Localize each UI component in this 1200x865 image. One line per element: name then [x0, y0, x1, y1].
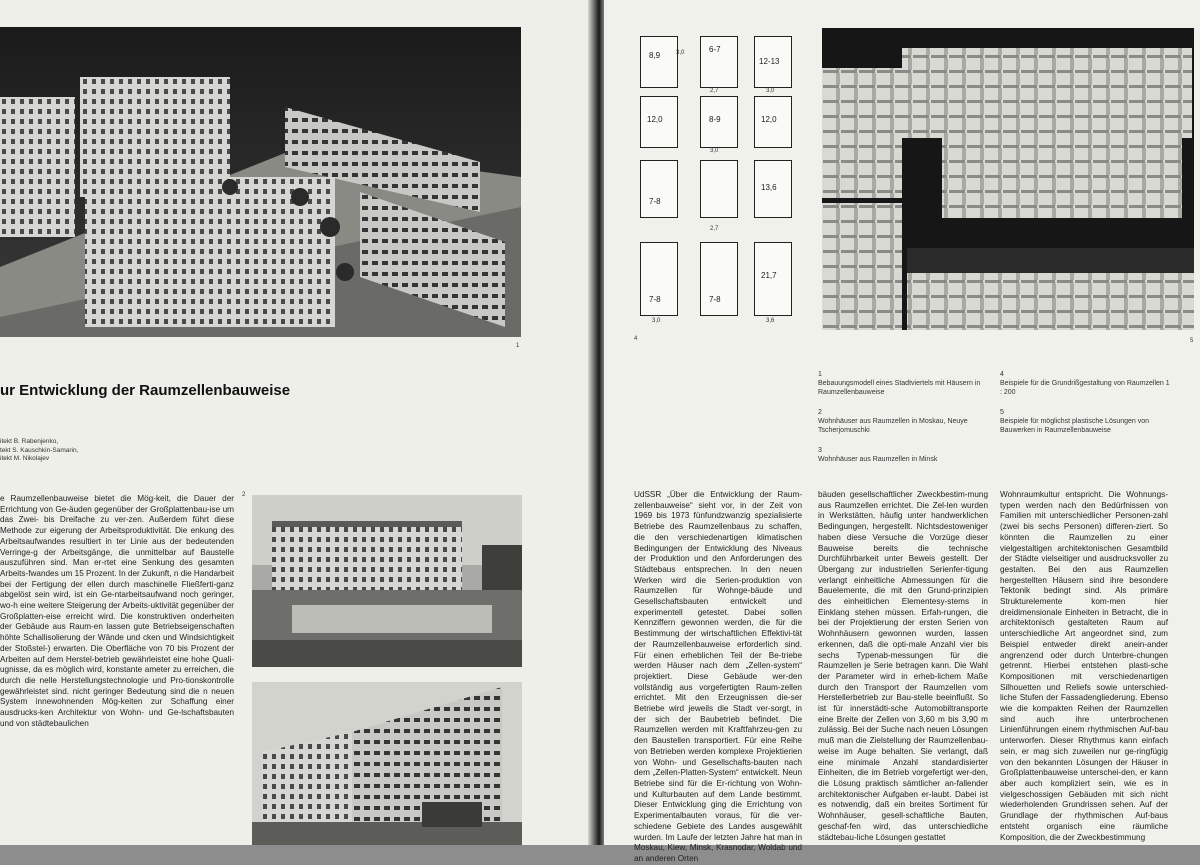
body-column-1: UdSSR „Über die Entwicklung der Raum-zellenbauweise“ sieht vor, in der Zeit von 1969 bis 1973 fünfundzwanzig spezialisierte Betriebe des Raumzellenbaus zu schaffen, die den verschiedenartigen klimatischen Bedingungen der Entwicklung des Niveaus der Produktion und den Anforderungen des Städtebaus entsprechen. In den neuen Werken wird die Serien-produktion von Raumzellen für Wohnge-bäude und Gesellschaftsbauten entwickelt und experimentell getestet. Dabei sollen Kennziffern gewonnen werden, die für die Bestimmung der wirtschaftlichen Effektivi-tät der Raumzellenbauweise erforderlich sind. Für einen erheblichen Teil der Be-triebe werden Häuser nach dem „Zellen-system“ projektiert. Diese Gebäude wer-den vollständig aus vorgefertigten Raum-zellen errichtet. Mit den Erzeugnissen die-ser Betriebe wird jeweils die Stadt ver-sorgt, in der sich der Baubetrieb befindet. Die Raumzellen werden mit Kraftfahrzeu-gen zu den Baustellen transportiert. Für eine Reihe von Betrieben werden komplexe Projektierien von Wohn- und Gesellschafts-bauten nach dem „Zellen-Platten-System“ entwickelt. Neun Betriebe sind für die Er-richtung von Wohn- und Kulturbauten auf dem Lande bestimmt. Dieser Entwicklung ging die Errichtung von Experimentalbauten voraus, für die ver-schiedene Gebiete des Landes ausgewählt wurden. Im Laufe der letzten Jahre hat man in Moskau, Kiew, Minsk, Krasnodar, Woldab und an anderen Orten — [634, 490, 802, 863]
caption-4 — [1000, 370, 1170, 397]
dimension-label: 3,0 — [710, 148, 719, 154]
article-title: ur Entwicklung der Raumzellenbauweise — [0, 382, 291, 399]
dimension-label: 3,6 — [766, 318, 775, 324]
caption-number: 2 — [818, 409, 822, 416]
plan-label: 13,6 — [761, 183, 777, 192]
plan-label: 21,7 — [761, 271, 777, 280]
dimension-label: 3,0 — [652, 318, 661, 324]
caption-5 — [1000, 408, 1170, 435]
caption-text: Wohnhäuser aus Raumzellen in Minsk — [818, 456, 938, 463]
body-column-2: bäuden gesellschaftlicher Zweckbestim-mung aus Raumzellen errichtet. Die Zel-len wurden in Werkstätten, häufig unter handwerklichen Bedingungen, hergestellt. Nichtsdestoweniger haben diese Versuche die Vorzüge dieser Bauweise bereits die technische Durchführbarkeit unter Beweis gestellt. Der Übergang zur industriellen Serienfer-tigung verlangt einheitliche Abmessungen für die Bauelemente, die mit den Grund-prinzipien des einheitlichen Elementesy-stems in Einklang stehen müssen. Erfah-rungen, die bei der Projektierung der ersten Serien von Wohnhäusern gewonnen wurden, lassen erkennen, daß die opti-male Anzahl vier bis sechs Typenab-messungen für die Raumzellen je Serie betragen kann. Die Wahl der Parameter wird in erheb-lichem Maße durch den Transport der Raumzellen vom Herstellerbetrieb zur Bau-stelle beeinflußt. So ist für innerstädti-sche Automobiltransporte eine Breite der Zellen von 3,60 m bis 3,90 m zulässig. Bei der Suche nach neuen Lösungen muß man die Zielstellung der Raumzellenbau-weise im Auge behalten. Sie verlangt, daß eine minimale Anzahl standardisierter Einheiten, die im Betrieb vorgefertigt wer-den, die Lösung praktisch sämtlicher an-fallender architektonischer Aufgaben er-laubt. Dabei ist es notwendig, daß ein breites Sortiment für Wohnhäuser, gesell-schaftliche Bauten, geschaf-fen wird, das unterschiedliche städtebau-liche Lösungen gestattet — [818, 490, 988, 842]
plan-label: 7-8 — [709, 295, 721, 304]
credit-line: itekt B. Rabenjenko, — [0, 438, 59, 445]
dimension-label: 2,7 — [710, 226, 719, 232]
figure-1-number: 1 — [516, 343, 520, 349]
floor-plans — [630, 30, 820, 330]
caption-number: 5 — [1000, 409, 1004, 416]
plan-label: 7-8 — [649, 197, 661, 206]
plastic-model-photo — [822, 28, 1194, 330]
plan-label: 12,0 — [647, 115, 663, 124]
credit-line: itekt M. Nikolajev — [0, 455, 50, 462]
plan-label: 8-9 — [709, 115, 721, 124]
model-photo — [0, 27, 521, 337]
minsk-building-photo — [252, 682, 522, 845]
dimension-label: 3,0 — [676, 50, 685, 56]
caption-number: 3 — [818, 447, 822, 454]
caption-2 — [818, 408, 988, 435]
caption-number: 1 — [818, 371, 822, 378]
plan-label: 12-13 — [759, 57, 780, 66]
body-text: e Raumzellenbauweise bietet die Mög-keit, die Dauer der Errichtung von Ge-äuden gegenüber der Großplattenbau-ise um das Zwei- bis Dreifache zu ver-zen. Außerdem führt diese Methode zur eigerung der Arbeitsproduktivität. Die enkung des Arbeitsaufwandes resultiert in ter Linie aus der bedeutenden Verringe-g der Arbeitsgänge, die unmittelbar auf Baustelle auszuführen sind. Man er-rtet eine Senkung des gesamten Arbeits-fwandes um 15 Prozent. In der Zukunft, n die Handarbeit bei der Fertigung der ellen durch maschinelle Fließferti-ganz abgelöst sein wird, ist ein Ge-ntarbeitsaufwand noch geringer, wo-h eine weitere Steigerung der Arbeits-uktivität gegenüber der Großplatten-eise erreicht wird. Die konstruktiven onderheiten der Gebäude aus Raum-en lassen gute Betriebseigenschaften höhte Schallisolierung der Wände und cken und Windsichtigkeit der Stoßstel-) erwarten. Die Oberfläche von 70 bis Prozent der Arbeiten auf dem Herstel-betrieb gewährleistet eine hohe Quali-ugnisse, da es möglich wird, konstante ameter zu erreichen, die durch die nelle Herstellungstechnologie und Pro-tionskontrolle gewährleistet sind. nicht geringer Bedeutung sind die n neuen System innewohnenden Mög-keiten zur Schaffung einer ausdrucks-ken Architektur von Wohn- und Ge-lschaftsbauten und von städtebaulichen — [0, 494, 234, 728]
caption-text: Bebauungsmodell eines Stadtviertels mit Häusern in Raumzellenbauweise — [818, 380, 981, 396]
caption-text: Beispiele für die Grundrißgestaltung von Raumzellen 1 : 200 — [1000, 380, 1170, 396]
plan-label: 6-7 — [709, 45, 721, 54]
left-page — [0, 0, 592, 845]
right-page — [604, 0, 1200, 863]
plan-label: 7-8 — [649, 295, 661, 304]
caption-1 — [818, 370, 988, 397]
dimension-label: 3,0 — [766, 88, 775, 94]
body-column-3: Wohnraumkultur entspricht. Die Wohnungs-typen werden nach den Bedürfnissen von Familien mit unterschiedlicher Personen-zahl (zwei bis sechs Personen) differen-ziert. So könnten die Raumzellen zu einer vielgestaltigen architektonischen Gesamtbild der Städte vielseitiger und ausdrucksvoller zu gestalten. Bei den aus Raumzellen hergestellten Häusern sind ihre besondere Tektonik bedingt sind. Als primäre Strukturelemente kom-men hier dreidimensionale Einheiten in Betracht, die in architektonisch gestalteten Raum auf unterschiedliche Art angeordnet sind, zum Beispiel entweder direkt anein-ander angrenzend oder durch Unterbre-chungen getrennt. Hierbei entstehen plasti-sche Kompositionen mit verschiedenartigen Silhouetten und Reliefs sowie unterschied-liche Stufen der Fassadengliederung. Ebenso wie die kompakten Reihen der Raumzellen sind auch ihre unterbrochenen Linienführungen einem rhythmischen Auf-bau unterworfen. Dieser Rhythmus kann einfach sein, er mag sich zuweilen nur ge-ringfügig von den bekannten Lösungen der Häuser in Großplattenbauweise unterschei-den, er kann aber auch kompliziert sein, wie es in vielgeschossigen Gebäuden mit sich nicht wiederholenden Grundrissen sehen. Auf der Grundlage der rhythmischen Auf-baus entsteht organisch eine räumliche Komposition, die der Zweckbestimmung — [1000, 490, 1168, 842]
figure-4-number: 4 — [634, 336, 638, 342]
figure-5-number: 5 — [1190, 338, 1194, 344]
dimension-label: 2,7 — [710, 88, 719, 94]
caption-number: 4 — [1000, 371, 1004, 378]
figure-2-number: 2 — [242, 492, 246, 498]
caption-text: Beispiele für möglichst plastische Lösungen von Bauwerken in Raumzellenbauweise — [1000, 418, 1150, 434]
credit-line: tekt S. Kauschkin-Samarin, — [0, 446, 79, 454]
caption-3 — [818, 446, 988, 464]
plan-label: 12,0 — [761, 115, 777, 124]
moscow-building-photo — [252, 495, 522, 667]
caption-text: Wohnhäuser aus Raumzellen in Moskau, Neuye Tscherjomuschki — [818, 418, 968, 434]
plan-label: 8,9 — [649, 51, 661, 60]
credits — [0, 438, 78, 464]
